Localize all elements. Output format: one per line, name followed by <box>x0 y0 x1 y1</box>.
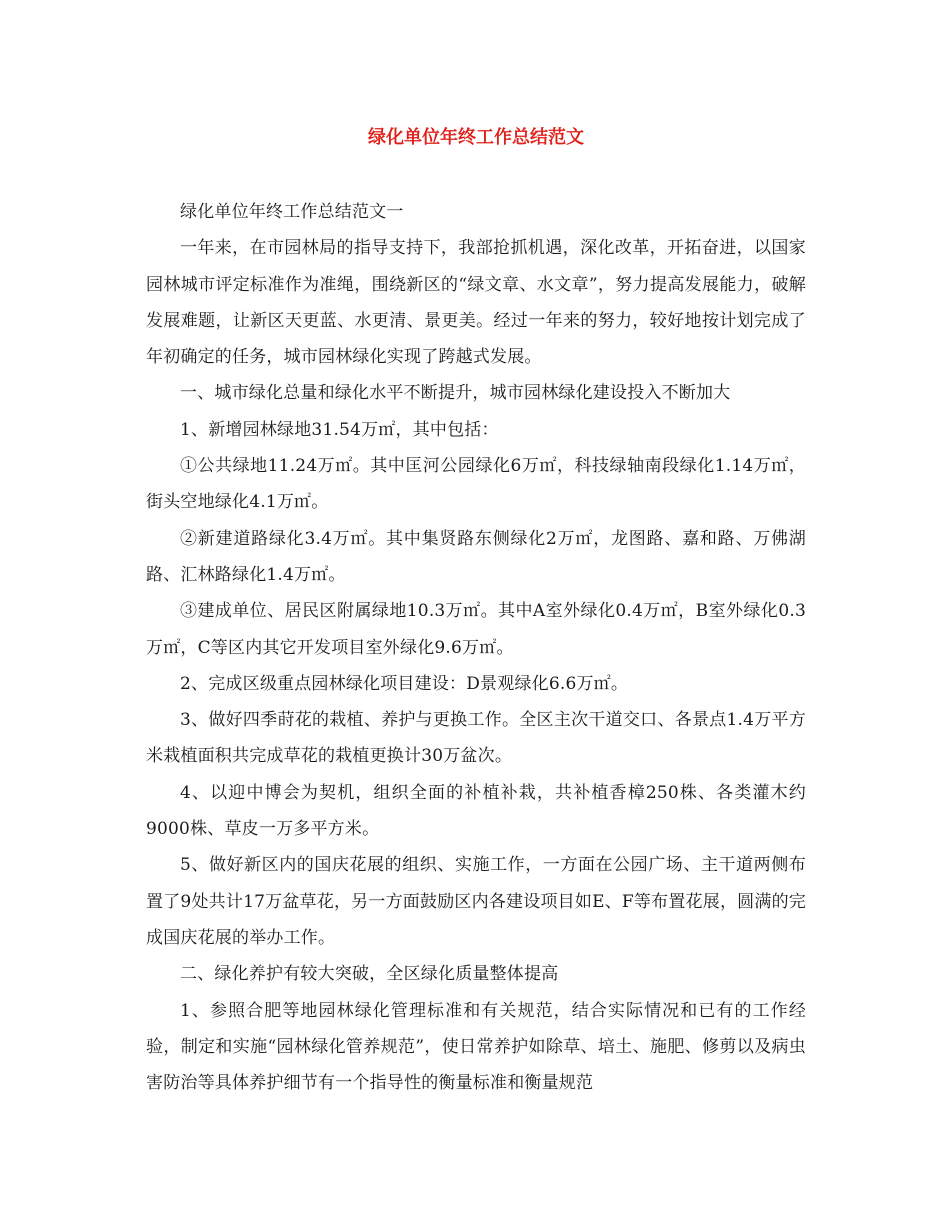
paragraph-item: 2、完成区级重点园林绿化项目建设：D景观绿化6.6万㎡。 <box>180 673 629 694</box>
paragraph-subtitle: 绿化单位年终工作总结范文一 <box>180 202 404 222</box>
paragraph-item: ②新建道路绿化3.4万㎡。其中集贤路东侧绿化2万㎡，龙图路、嘉和路、万佛湖路、汇林路绿化1.4万㎡。 <box>146 528 806 585</box>
paragraph-item: 1、新增园林绿地31.54万㎡，其中包括： <box>180 419 499 440</box>
document-body <box>146 194 806 1101</box>
paragraph-item: 4、以迎中博会为契机，组织全面的补植补栽，共补植香樟250株、各类灌木约9000株、草皮一万多平方米。 <box>146 782 806 840</box>
paragraph-item: 3、做好四季莳花的栽植、养护与更换工作。全区主次干道交口、各景点1.4万平方米栽植面积共完成草花的栽植更换计30万盆次。 <box>146 710 806 767</box>
document-title: 绿化单位年终工作总结范文 <box>368 127 584 148</box>
paragraph-item: ③建成单位、居民区附属绿地10.3万㎡。其中A室外绿化0.4万㎡，B室外绿化0.3万㎡，C等区内其它开发项目室外绿化9.6万㎡。 <box>146 601 806 658</box>
paragraph-intro: 一年来，在市园林局的指导支持下，我部抢抓机遇，深化改革，开拓奋进，以国家园林城市评定标准作为准绳，围绕新区的“绿文章、水文章”，努力提高发展能力，破解发展难题，让新区天更蓝、水更清、景更美。经过一年来的努力，较好地按计划完成了年初确定的任务，城市园林绿化实现了跨越式发展。 <box>146 238 806 368</box>
paragraph-item: 1、参照合肥等地园林绿化管理标准和有关规范，结合实际情况和已有的工作经验，制定和实施“园林绿化管养规范”，使日常养护如除草、培土、施肥、修剪以及病虫害防治等具体养护细节有一个指导性的衡量标准和衡量规范 <box>146 1000 806 1094</box>
paragraph-item: ①公共绿地11.24万㎡。其中匡河公园绿化6万㎡，科技绿轴南段绿化1.14万㎡，街头空地绿化4.1万㎡。 <box>146 456 806 513</box>
document-page <box>146 110 806 1101</box>
paragraph-item: 5、做好新区内的国庆花展的组织、实施工作，一方面在公园广场、主干道两侧布置了9处共计17万盆草花，另一方面鼓励区内各建设项目如E、F等布置花展，圆满的完成国庆花展的举办工作。 <box>146 855 806 948</box>
section-heading-2: 二、绿化养护有较大突破，全区绿化质量整体提高 <box>180 964 559 985</box>
section-heading-1: 一、城市绿化总量和绿化水平不断提升，城市园林绿化建设投入不断加大 <box>180 383 731 404</box>
